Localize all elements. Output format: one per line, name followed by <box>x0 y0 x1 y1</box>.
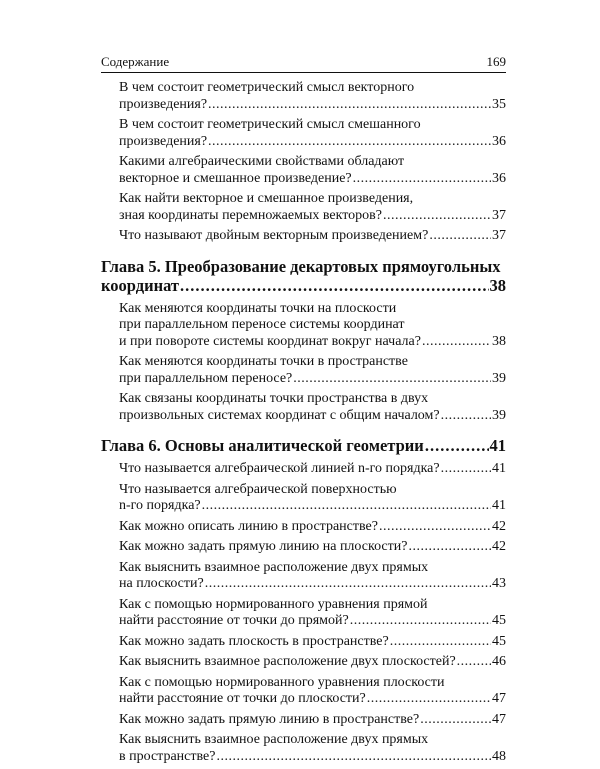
dot-leader <box>353 171 491 188</box>
chapter-title-last-line: Глава 6. Основы аналитической геометрии <box>101 436 424 455</box>
toc-entry[interactable] <box>119 712 506 729</box>
toc-entry[interactable] <box>119 301 506 351</box>
toc-entry-text-last-line: найти расстояние от точки до плоскости? <box>119 691 366 706</box>
toc-entry[interactable] <box>119 675 506 708</box>
toc-entry-text-last-line: Как можно задать плоскость в пространстве? <box>119 633 389 649</box>
dot-leader <box>205 576 491 593</box>
toc-block-chapter4-questions <box>101 80 506 245</box>
toc-entry[interactable] <box>119 191 506 224</box>
toc-entry-text-last-line: Что называют двойным векторным произведением? <box>119 228 429 243</box>
toc-entry-page-number: 42 <box>492 539 506 554</box>
toc-entry-page-number: 39 <box>492 370 506 386</box>
toc-entry-text-line: Какими алгебраическими свойствами обладают <box>119 154 405 169</box>
toc-entry[interactable] <box>119 154 506 187</box>
toc-entry-text-line: Что называется алгебраической поверхностью <box>119 481 397 497</box>
toc-entry-page-number: 47 <box>492 711 506 727</box>
toc-entry-page-number: 42 <box>492 518 506 534</box>
toc-entry-text-last-line: произвольных системах координат с общим началом? <box>119 407 440 423</box>
toc-entry-page-number: 39 <box>492 407 506 423</box>
toc-entry[interactable] <box>119 560 506 593</box>
toc-entry-text-line: Как с помощью нормированного уравнения плоскости <box>119 674 445 690</box>
toc-entry-text-line: Как выяснить взаимное расположение двух прямых <box>119 559 429 575</box>
toc-entry-text-last-line: найти расстояние от точки до прямой? <box>119 613 349 628</box>
toc-entry[interactable] <box>119 461 506 478</box>
toc-entry-page-number: 37 <box>492 207 506 223</box>
dot-leader <box>390 634 491 651</box>
dot-leader <box>441 461 491 478</box>
chapter-page-number: 38 <box>489 275 506 295</box>
toc-entry-text-last-line: на плоскости? <box>119 576 204 591</box>
toc-entry-page-number: 37 <box>492 228 506 243</box>
dot-leader <box>208 97 491 114</box>
dot-leader <box>383 208 491 225</box>
toc-entry-text-line: при параллельном переносе системы координат <box>119 317 405 332</box>
toc-entry[interactable] <box>119 80 506 113</box>
dot-leader <box>420 712 491 729</box>
toc-entry-page-number: 36 <box>492 170 506 186</box>
toc-entry-page-number: 35 <box>492 96 506 112</box>
toc-entry-text-line: В чем состоит геометрический смысл смешанного <box>119 117 421 132</box>
dot-leader <box>441 408 491 425</box>
dot-leader <box>422 334 491 351</box>
dot-leader <box>202 498 491 515</box>
toc-entry[interactable] <box>119 482 506 515</box>
toc-entry-text-last-line: зная координаты перемножаемых векторов? <box>119 207 382 223</box>
toc-entry-text-last-line: при параллельном переносе? <box>119 370 293 386</box>
dot-leader <box>425 436 489 455</box>
toc-entry-text-last-line: Как можно описать линию в пространстве? <box>119 518 378 534</box>
dot-leader <box>180 276 488 295</box>
dot-leader <box>293 371 491 388</box>
toc-entry[interactable] <box>119 519 506 536</box>
toc-entry-page-number: 47 <box>492 691 506 706</box>
toc-entry-page-number: 36 <box>492 133 506 149</box>
toc-entry[interactable] <box>119 732 506 765</box>
toc-entry[interactable] <box>119 654 506 671</box>
toc-entry-page-number: 45 <box>492 633 506 649</box>
toc-entry-text-last-line: в пространстве? <box>119 748 216 764</box>
toc-entry-text-last-line: произведения? <box>119 96 208 112</box>
toc-entry-page-number: 48 <box>492 748 506 764</box>
running-head <box>101 52 506 70</box>
toc-entry-text-line: Как выяснить взаимное расположение двух прямых <box>119 732 429 747</box>
toc-entry-text-line: В чем состоит геометрический смысл векторного <box>119 80 415 95</box>
toc-entry-page-number: 41 <box>492 461 506 476</box>
toc-entry-text-last-line: произведения? <box>119 133 208 149</box>
dot-leader <box>216 749 491 766</box>
dot-leader <box>457 654 491 671</box>
toc-entry-text-line: Как найти векторное и смешанное произведения, <box>119 191 414 206</box>
dot-leader <box>367 691 491 708</box>
toc-entry-page-number: 46 <box>492 654 506 669</box>
toc-entry-text-last-line: Как выяснить взаимное расположение двух плоскостей? <box>119 654 456 669</box>
toc-entry-page-number: 38 <box>492 333 506 349</box>
dot-leader <box>350 613 491 630</box>
toc-entry[interactable] <box>119 117 506 150</box>
toc-block-chapter5-questions <box>101 301 506 425</box>
toc-entry-page-number: 41 <box>492 498 506 513</box>
toc-entry-text-line: Как меняются координаты точки в пространстве <box>119 354 408 369</box>
toc-chapter-6[interactable] <box>101 436 506 455</box>
chapter-title-line: Глава 5. Преобразование декартовых прямоугольных <box>101 256 501 276</box>
toc-entry-text-last-line: векторное и смешанное произведение? <box>119 170 352 186</box>
toc-entry-text-last-line: n-го порядка? <box>119 498 201 513</box>
running-head-page-number: 169 <box>486 54 506 69</box>
toc-entry[interactable] <box>119 228 506 245</box>
toc-entry-text-line: Как связаны координаты точки пространства в двух <box>119 391 429 406</box>
running-head-title: Содержание <box>101 54 170 69</box>
chapter-title-last-line: координат <box>101 275 180 295</box>
toc-block-chapter6-questions <box>101 461 506 765</box>
toc-entry-text-last-line: и при повороте системы координат вокруг начала? <box>119 333 421 349</box>
toc-entry-text-line: Как с помощью нормированного уравнения прямой <box>119 596 428 612</box>
toc-entry[interactable] <box>119 539 506 556</box>
dot-leader <box>408 539 491 556</box>
table-of-contents <box>101 80 506 769</box>
toc-entry[interactable] <box>119 597 506 630</box>
dot-leader <box>208 134 491 151</box>
toc-entry[interactable] <box>119 354 506 387</box>
toc-entry[interactable] <box>119 634 506 651</box>
toc-entry-page-number: 45 <box>492 613 506 628</box>
dot-leader <box>429 228 491 245</box>
chapter-page-number: 41 <box>489 436 506 455</box>
toc-entry-text-last-line: Как можно задать прямую линию в пространстве? <box>119 711 420 727</box>
toc-entry-page-number: 43 <box>492 576 506 591</box>
header-rule <box>101 72 506 73</box>
toc-entry-text-line: Как меняются координаты точки на плоскости <box>119 300 397 316</box>
toc-chapter-5[interactable] <box>101 257 506 295</box>
toc-entry-text-last-line: Что называется алгебраической линией n-го порядка? <box>119 461 440 476</box>
toc-entry-text-last-line: Как можно задать прямую линию на плоскости? <box>119 539 408 554</box>
toc-entry[interactable] <box>119 391 506 424</box>
dot-leader <box>379 519 491 536</box>
